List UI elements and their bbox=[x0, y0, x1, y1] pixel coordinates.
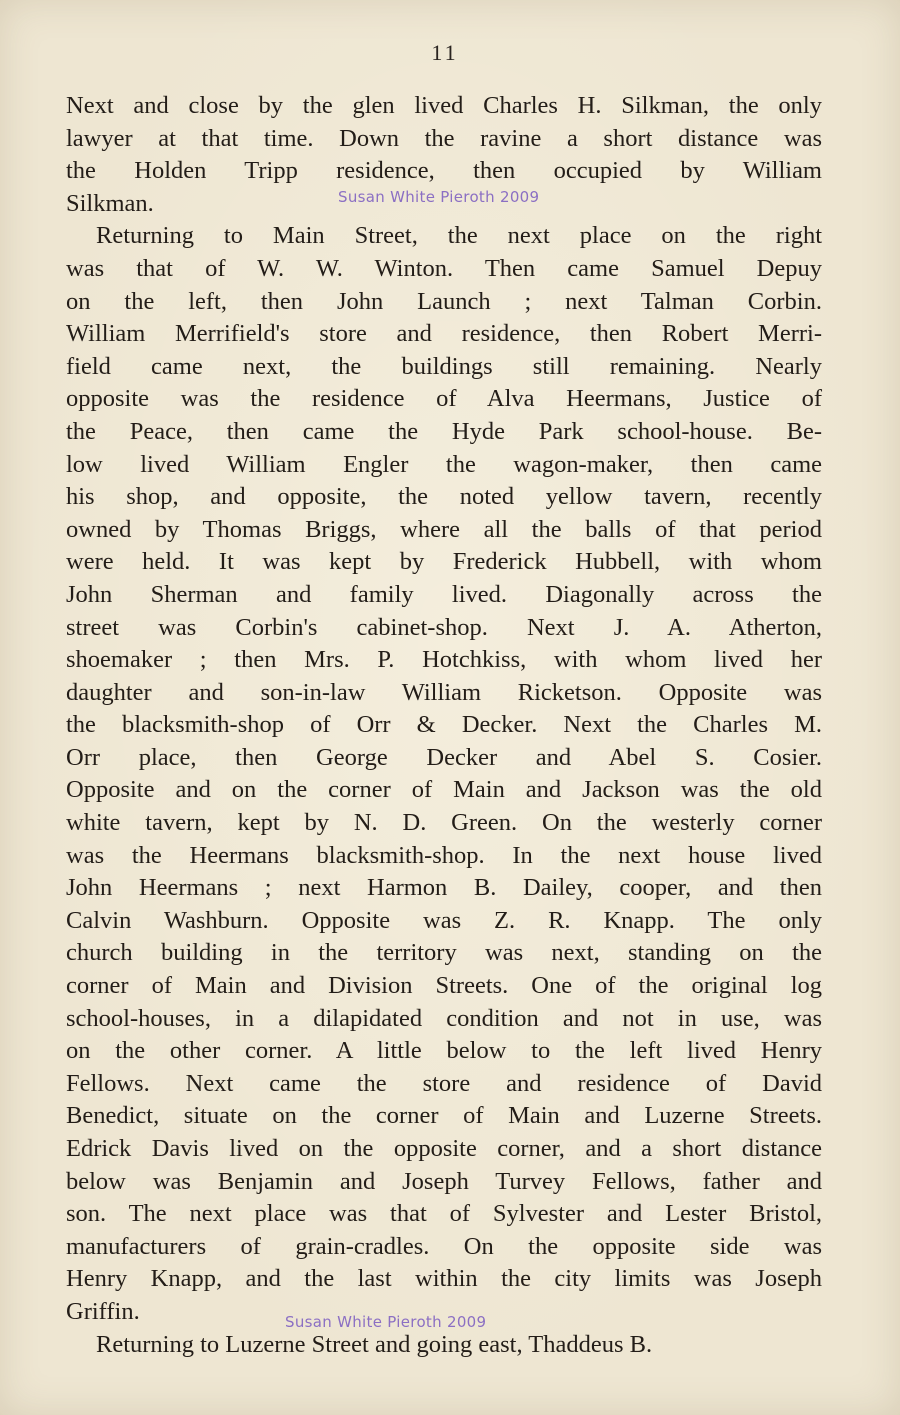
text-line: street was Corbin's cabinet-shop. Next J. A. Atherton, bbox=[66, 613, 822, 641]
text-line: lawyer at that time. Down the ravine a short distance was bbox=[66, 124, 822, 152]
text-line: shoemaker ; then Mrs. P. Hotchkiss, with whom lived her bbox=[66, 646, 822, 674]
text-line: owned by Thomas Briggs, where all the balls of that period bbox=[66, 515, 822, 543]
text-line: daughter and son-in-law William Ricketson. Opposite was bbox=[66, 678, 822, 706]
text-line: opposite was the residence of Alva Heermans, Justice of bbox=[66, 385, 822, 413]
text-line: Fellows. Next came the store and residence of David bbox=[66, 1069, 822, 1097]
text-line: Calvin Washburn. Opposite was Z. R. Knapp. The only bbox=[66, 906, 822, 934]
text-line: the Holden Tripp residence, then occupied by William bbox=[66, 157, 822, 185]
text-line: Edrick Davis lived on the opposite corner, and a short distance bbox=[66, 1135, 822, 1162]
text-line: son. The next place was that of Sylvester and Lester Bristol, bbox=[66, 1200, 822, 1228]
watermark: Susan White Pieroth 2009 bbox=[338, 188, 540, 206]
page-number: 11 bbox=[431, 40, 459, 65]
text-line: the Peace, then came the Hyde Park school-house. Be- bbox=[66, 417, 822, 445]
text-line: white tavern, kept by N. D. Green. On the westerly corner bbox=[66, 809, 822, 837]
text-line: Next and close by the glen lived Charles H. Silkman, the only bbox=[66, 92, 822, 119]
text-line: field came next, the buildings still remaining. Nearly bbox=[66, 352, 822, 380]
text-line: low lived William Engler the wagon-maker, then came bbox=[66, 450, 822, 478]
text-line: corner of Main and Division Streets. One of the original log bbox=[66, 972, 822, 1000]
text-line: William Merrifield's store and residence, then Robert Merri- bbox=[66, 320, 822, 348]
text-line: the blacksmith-shop of Orr & Decker. Next the Charles M. bbox=[66, 711, 822, 739]
text-line: Returning to Main Street, the next place on the right bbox=[96, 222, 822, 250]
text-line: below was Benjamin and Joseph Turvey Fellows, father and bbox=[66, 1167, 822, 1195]
text-line: Benedict, situate on the corner of Main and Luzerne Streets. bbox=[66, 1102, 822, 1130]
text-line: Silkman. bbox=[66, 189, 154, 217]
text-line: church building in the territory was next, standing on the bbox=[66, 939, 822, 967]
text-line: John Heermans ; next Harmon B. Dailey, cooper, and then bbox=[66, 874, 822, 902]
paragraph bbox=[66, 1329, 822, 1362]
text-line: John Sherman and family lived. Diagonally across the bbox=[66, 580, 822, 608]
text-line: school-houses, in a dilapidated condition and not in use, was bbox=[66, 1004, 822, 1032]
text-line: Opposite and on the corner of Main and Jackson was the old bbox=[66, 776, 822, 804]
watermark: Susan White Pieroth 2009 bbox=[285, 1313, 487, 1331]
text-line: manufacturers of grain-cradles. On the opposite side was bbox=[66, 1232, 822, 1260]
text-line: was the Heermans blacksmith-shop. In the next house lived bbox=[66, 841, 822, 869]
text-line: on the left, then John Launch ; next Talman Corbin. bbox=[66, 287, 822, 315]
text-line: was that of W. W. Winton. Then came Samuel Depuy bbox=[66, 254, 822, 282]
paragraph bbox=[66, 220, 822, 1328]
body-text bbox=[66, 90, 822, 1361]
text-line: his shop, and opposite, the noted yellow tavern, recently bbox=[66, 483, 822, 511]
text-line: Orr place, then George Decker and Abel S. Cosier. bbox=[66, 743, 822, 771]
text-line: Griffin. bbox=[66, 1297, 140, 1325]
text-line: Henry Knapp, and the last within the city limits was Joseph bbox=[66, 1265, 822, 1293]
text-line: on the other corner. A little below to the left lived Henry bbox=[66, 1037, 822, 1065]
text-line: Returning to Luzerne Street and going east, Thaddeus B. bbox=[96, 1330, 653, 1358]
text-line: were held. It was kept by Frederick Hubbell, with whom bbox=[66, 548, 822, 576]
